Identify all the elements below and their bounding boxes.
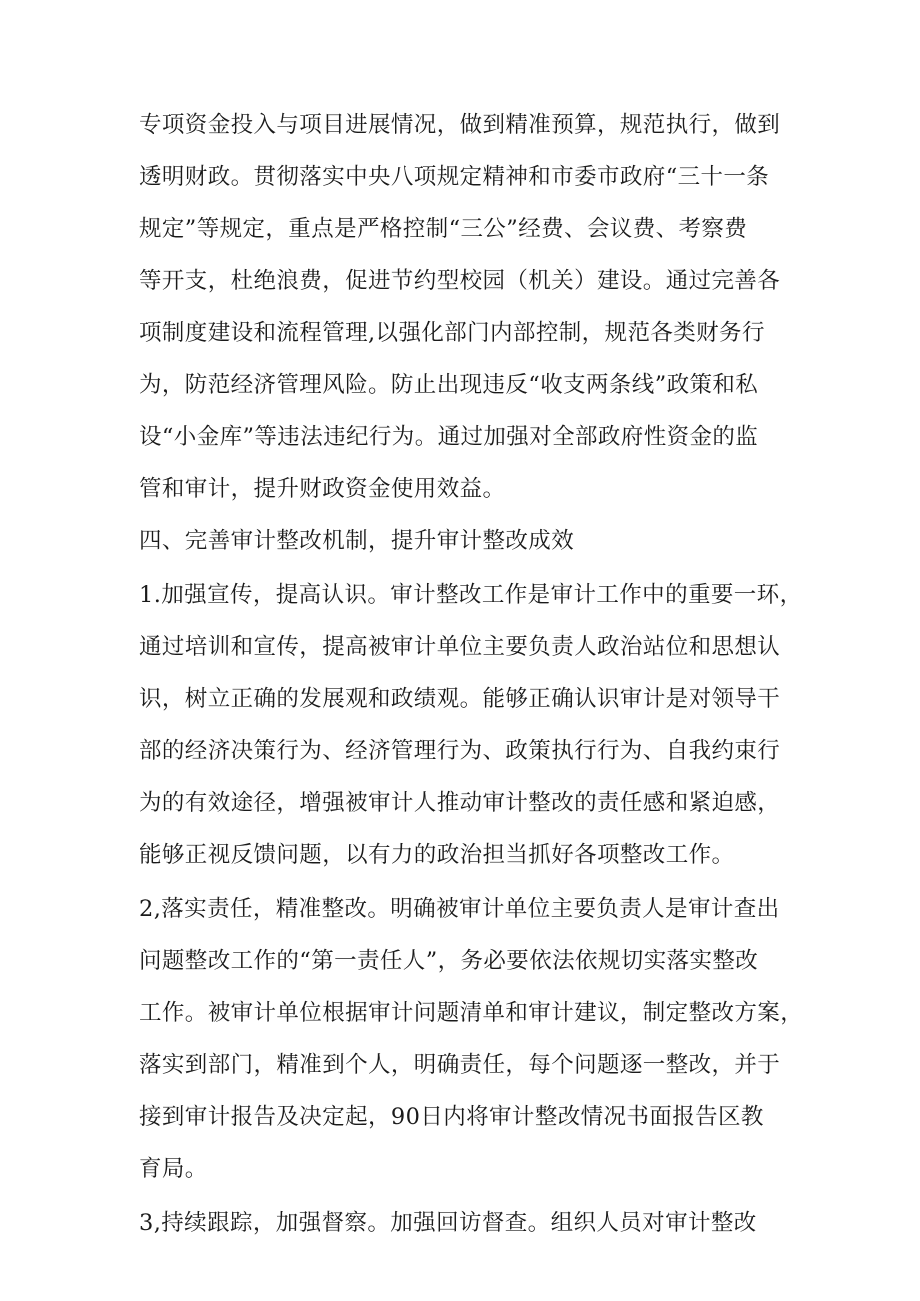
- text-line: 接到审计报告及决定起，90日内将审计整改情况书面报告区教: [139, 1104, 764, 1130]
- text-line: 透明财政。贯彻落实中央八项规定精神和市委市政府“三十一条: [139, 164, 770, 190]
- text-line: 部的经济决策行为、经济管理行为、政策执行行为、自我约束行: [139, 738, 781, 764]
- text-line: 能够正视反馈问题，以有力的政治担当抓好各项整改工作。: [139, 842, 735, 868]
- text-line: 落实到部门，精准到个人，明确责任，每个问题逐一整改，并于: [139, 1052, 781, 1078]
- text-line: 设“小金库”等违法违纪行为。通过加强对全部政府性资金的监: [139, 424, 759, 450]
- text-line: 通过培训和宣传，提高被审计单位主要负责人政治站位和思想认: [139, 634, 781, 660]
- text-line: 等开支，杜绝浪费，促进节约型校园（机关）建设。通过完善各: [139, 268, 781, 294]
- text-line: 2,落实责任，精准整改。明确被审计单位主要负责人是审计查出: [139, 896, 780, 922]
- text-line: 为，防范经济管理风险。防止出现违反“收支两条线”政策和私: [139, 372, 759, 398]
- text-line: 1.加强宣传，提高认识。审计整改工作是审计工作中的重要一环，: [139, 582, 803, 608]
- text-line: 为的有效途径，增强被审计人推动审计整改的责任感和紧迫感，: [139, 790, 781, 816]
- text-line: 育局。: [139, 1156, 208, 1182]
- section-heading: 四、完善审计整改机制，提升审计整改成效: [139, 528, 575, 554]
- text-line: 规定”等规定，重点是严格控制“三公”经费、会议费、考察费: [139, 216, 748, 242]
- text-line: 项制度建设和流程管理,以强化部门内部控制，规范各类财务行: [139, 320, 765, 346]
- text-line: 工作。被审计单位根据审计问题清单和审计建议，制定整改方案，: [139, 1000, 804, 1026]
- text-line: 3,持续跟踪，加强督察。加强回访督查。组织人员对审计整改: [139, 1210, 757, 1236]
- text-line: 识，树立正确的发展观和政绩观。能够正确认识审计是对领导干: [139, 686, 781, 712]
- text-line: 问题整改工作的“第一责任人”，务必要依法依规切实落实整改: [139, 948, 759, 974]
- text-line: 专项资金投入与项目进展情况，做到精准预算，规范执行，做到: [139, 112, 781, 138]
- text-line: 管和审计，提升财政资金使用效益。: [139, 476, 506, 502]
